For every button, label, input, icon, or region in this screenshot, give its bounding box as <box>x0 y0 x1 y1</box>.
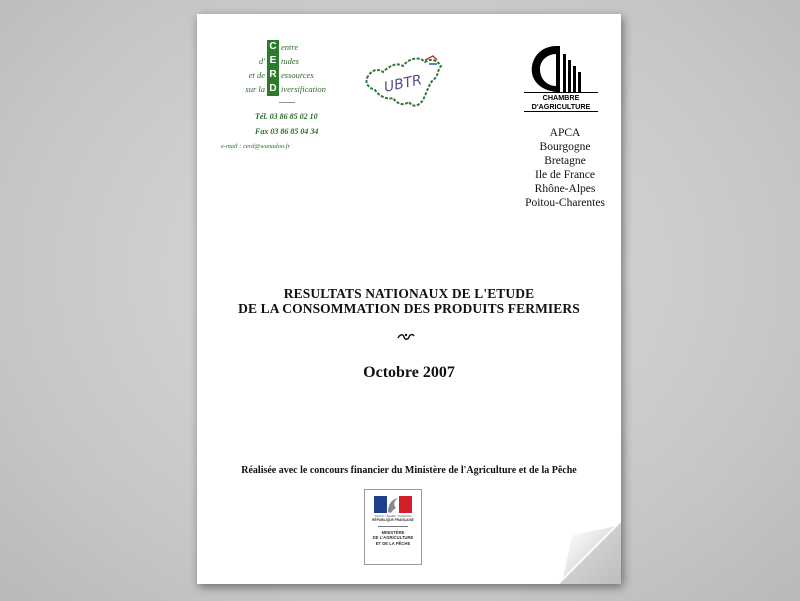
cerd-row-prefix: sur la <box>245 84 265 94</box>
partner-item: Bourgogne <box>539 141 591 153</box>
cerd-row-word: essources <box>281 70 314 80</box>
cerd-row-word: tudes <box>281 56 299 66</box>
chambre-emblem-icon <box>524 44 598 92</box>
cerd-row-prefix: d' <box>258 56 265 66</box>
partner-item: APCA <box>549 127 581 139</box>
cerd-row-prefix: et de <box>248 70 265 80</box>
ministere-line: MINISTÈRE <box>381 530 405 535</box>
ministere-republic: RÉPUBLIQUE FRANÇAISE <box>372 518 414 522</box>
cerd-row <box>219 82 339 96</box>
funding-statement: Réalisée avec le concours financier du Ministère de l'Agriculture et de la Pêche <box>241 465 577 476</box>
cerd-row-word: iversification <box>281 84 326 94</box>
title-line: RESULTATS NATIONAUX DE L'ETUDE <box>283 286 535 301</box>
cerd-letter: R <box>267 68 279 82</box>
ubtr-logo <box>363 50 445 112</box>
cerd-divider <box>279 102 295 103</box>
ministere-divider <box>378 526 408 527</box>
ministere-name <box>365 530 421 546</box>
partner-item: Ile de France <box>534 169 596 181</box>
partner-item: Rhône-Alpes <box>534 183 596 195</box>
cerd-phone: Tél. 03 86 85 02 10 <box>255 112 318 121</box>
partner-list <box>497 126 633 210</box>
cerd-letter: D <box>267 82 279 96</box>
cerd-logo <box>219 40 339 150</box>
partner-item: Bretagne <box>544 155 586 167</box>
cerd-row <box>219 68 339 82</box>
chambre-agriculture-logo <box>524 44 598 112</box>
cerd-email: e-mail : cerd@wanadoo.fr <box>221 143 291 150</box>
document-title <box>197 286 621 316</box>
chambre-band <box>524 92 598 112</box>
cerd-fax: Fax 03 86 85 04 34 <box>255 127 319 136</box>
chambre-band-line: CHAMBRE <box>542 93 580 102</box>
cerd-row <box>219 40 339 54</box>
document-page <box>197 14 621 584</box>
page-curl <box>559 522 621 584</box>
ornament-icon <box>397 332 415 341</box>
ministere-line: DE L'AGRICULTURE <box>372 535 414 541</box>
partner-item: Poitou-Charentes <box>525 197 605 209</box>
cerd-letter: C <box>267 40 279 54</box>
title-line: DE LA CONSOMMATION DES PRODUITS FERMIERS <box>238 301 580 316</box>
cerd-row-word: entre <box>281 42 299 52</box>
ministere-motto: Liberté • Égalité • Fraternité <box>374 514 412 518</box>
ministere-line: ET DE LA PÊCHE <box>375 540 411 546</box>
document-date: Octobre 2007 <box>363 364 455 381</box>
cerd-row <box>219 54 339 68</box>
ministere-logo <box>364 489 422 565</box>
chambre-band-line: D'AGRICULTURE <box>531 102 591 111</box>
cerd-letter: E <box>267 54 279 68</box>
ubtr-text: UBTR <box>382 72 424 96</box>
marianne-flag-icon <box>374 496 412 513</box>
